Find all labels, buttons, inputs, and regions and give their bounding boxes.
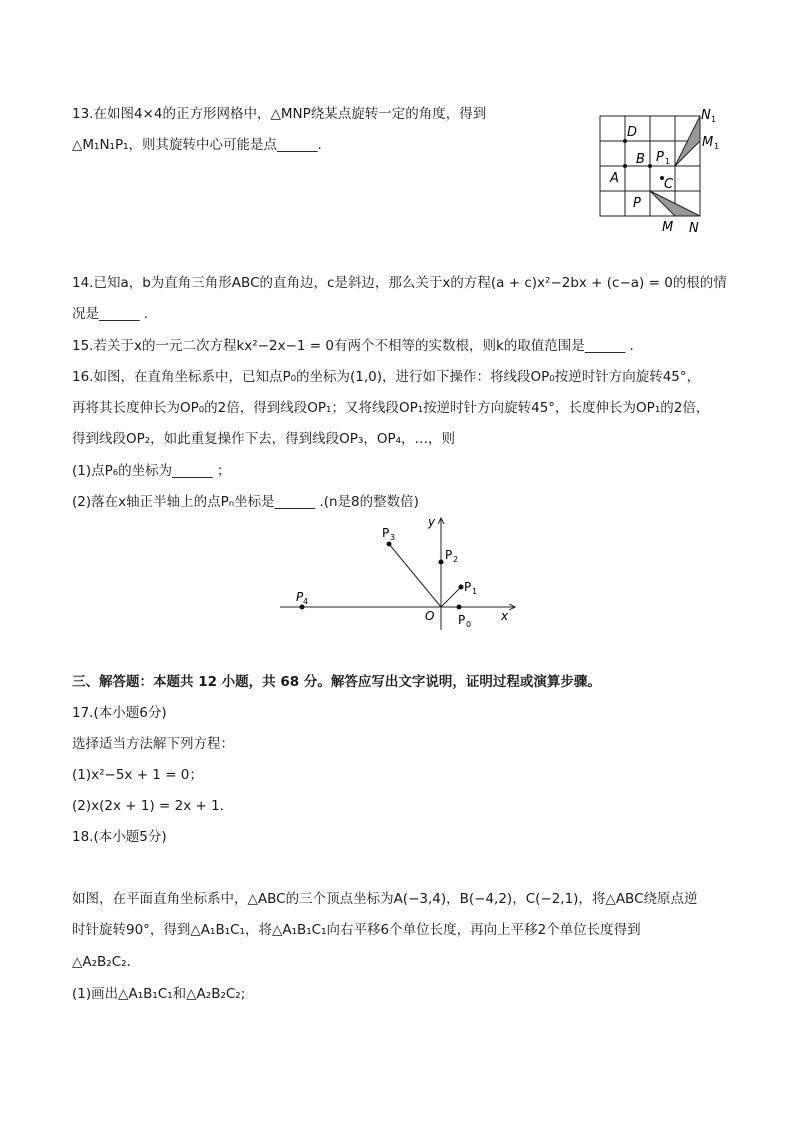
rotation-grid-figure: [590, 106, 730, 236]
q18-header: 18.(本小题5分): [72, 829, 167, 845]
coordinate-axes-figure: [270, 510, 530, 635]
q14-line2: 况是______ .: [72, 306, 149, 322]
q13-line2: △M₁N₁P₁，则其旋转中心可能是点______.: [72, 137, 322, 153]
q18-line3: △A₂B₂C₂.: [72, 954, 131, 970]
q17-part2: (2)x(2x + 1) = 2x + 1.: [72, 798, 224, 814]
point-b: [648, 164, 652, 168]
label-p2: P: [445, 548, 453, 562]
label-m: M: [662, 220, 674, 235]
label-p1-sub: 1: [472, 587, 478, 596]
label-m1: M: [702, 135, 714, 150]
q14-line1: 14.已知a，b为直角三角形ABC的直角边，c是斜边，那么关于x的方程(a + c)x²−2bx + (c−a) = 0的根的情: [72, 275, 727, 291]
q17-part1: (1)x²−5x + 1 = 0；: [72, 767, 203, 783]
q17-intro: 选择适当方法解下列方程：: [72, 736, 234, 752]
q18-line2: 时针旋转90°，得到△A₁B₁C₁，将△A₁B₁C₁向右平移6个单位长度，再向上平移2个单位长度得到: [72, 922, 641, 938]
q16-part1: (1)点P₆的坐标为______ ；: [72, 463, 231, 479]
label-p3-sub: 3: [390, 533, 396, 542]
label-n1-sub: 1: [711, 115, 717, 124]
q18-part1: (1)画出△A₁B₁C₁和△A₂B₂C₂;: [72, 986, 246, 1002]
label-p: P: [633, 196, 641, 211]
q16-line2: 再将其长度伸长为OP₀的2倍，得到线段OP₁；又将线段OP₁按逆时针方向旋转45°，长度伸长为OP₁的2倍，: [72, 400, 710, 416]
q13-line1: 13.在如图4×4的正方形网格中，△MNP绕某点旋转一定的角度，得到: [72, 106, 487, 122]
label-d: D: [627, 125, 638, 140]
label-p4: P: [296, 590, 304, 604]
point-p3: [387, 542, 392, 547]
label-origin: O: [425, 609, 435, 623]
label-c: C: [664, 177, 674, 192]
q16-line3: 得到线段OP₂，如此重复操作下去，得到线段OP₃，OP₄，…，则: [72, 431, 456, 447]
label-b: B: [636, 152, 645, 167]
label-p1-sub: 1: [665, 157, 671, 166]
point-p1: [459, 585, 464, 590]
label-p4-sub: 4: [303, 597, 309, 606]
label-a: A: [610, 171, 619, 186]
q16-part2: (2)落在x轴正半轴上的点Pₙ坐标是______ .(n是8的整数倍): [72, 494, 419, 510]
section-three-title: 三、解答题：本题共 12 小题，共 68 分。解答应写出文字说明，证明过程或演算步骤。: [72, 674, 601, 690]
label-m1-sub: 1: [714, 142, 720, 151]
label-p0: P: [458, 613, 466, 627]
label-p1: P: [656, 150, 664, 165]
point-a: [623, 164, 627, 168]
point-p2: [439, 560, 444, 565]
segment-op3: [389, 544, 441, 607]
q17-header: 17.(本小题6分): [72, 705, 167, 721]
point-p0: [457, 605, 462, 610]
label-n1: N: [701, 108, 711, 123]
q16-line1: 16.如图，在直角坐标系中，已知点P₀的坐标为(1,0)，进行如下操作：将线段OP₀按逆时针方向旋转45°，: [72, 369, 701, 385]
q18-line1: 如图，在平面直角坐标系中，△ABC的三个顶点坐标为A(−3,4)，B(−4,2)，C(−2,1)，将△ABC绕原点逆: [72, 891, 698, 907]
label-y: y: [428, 515, 436, 529]
label-p3: P: [382, 526, 390, 540]
label-p1: P: [464, 580, 472, 594]
segment-op1: [441, 587, 461, 607]
label-n: N: [689, 221, 699, 236]
label-p0-sub: 0: [466, 620, 472, 629]
label-p2-sub: 2: [453, 555, 459, 564]
label-x: x: [501, 609, 509, 623]
q15-line1: 15.若关于x的一元二次方程kx²−2x−1 = 0有两个不相等的实数根，则k的取值范围是______ .: [72, 338, 634, 354]
